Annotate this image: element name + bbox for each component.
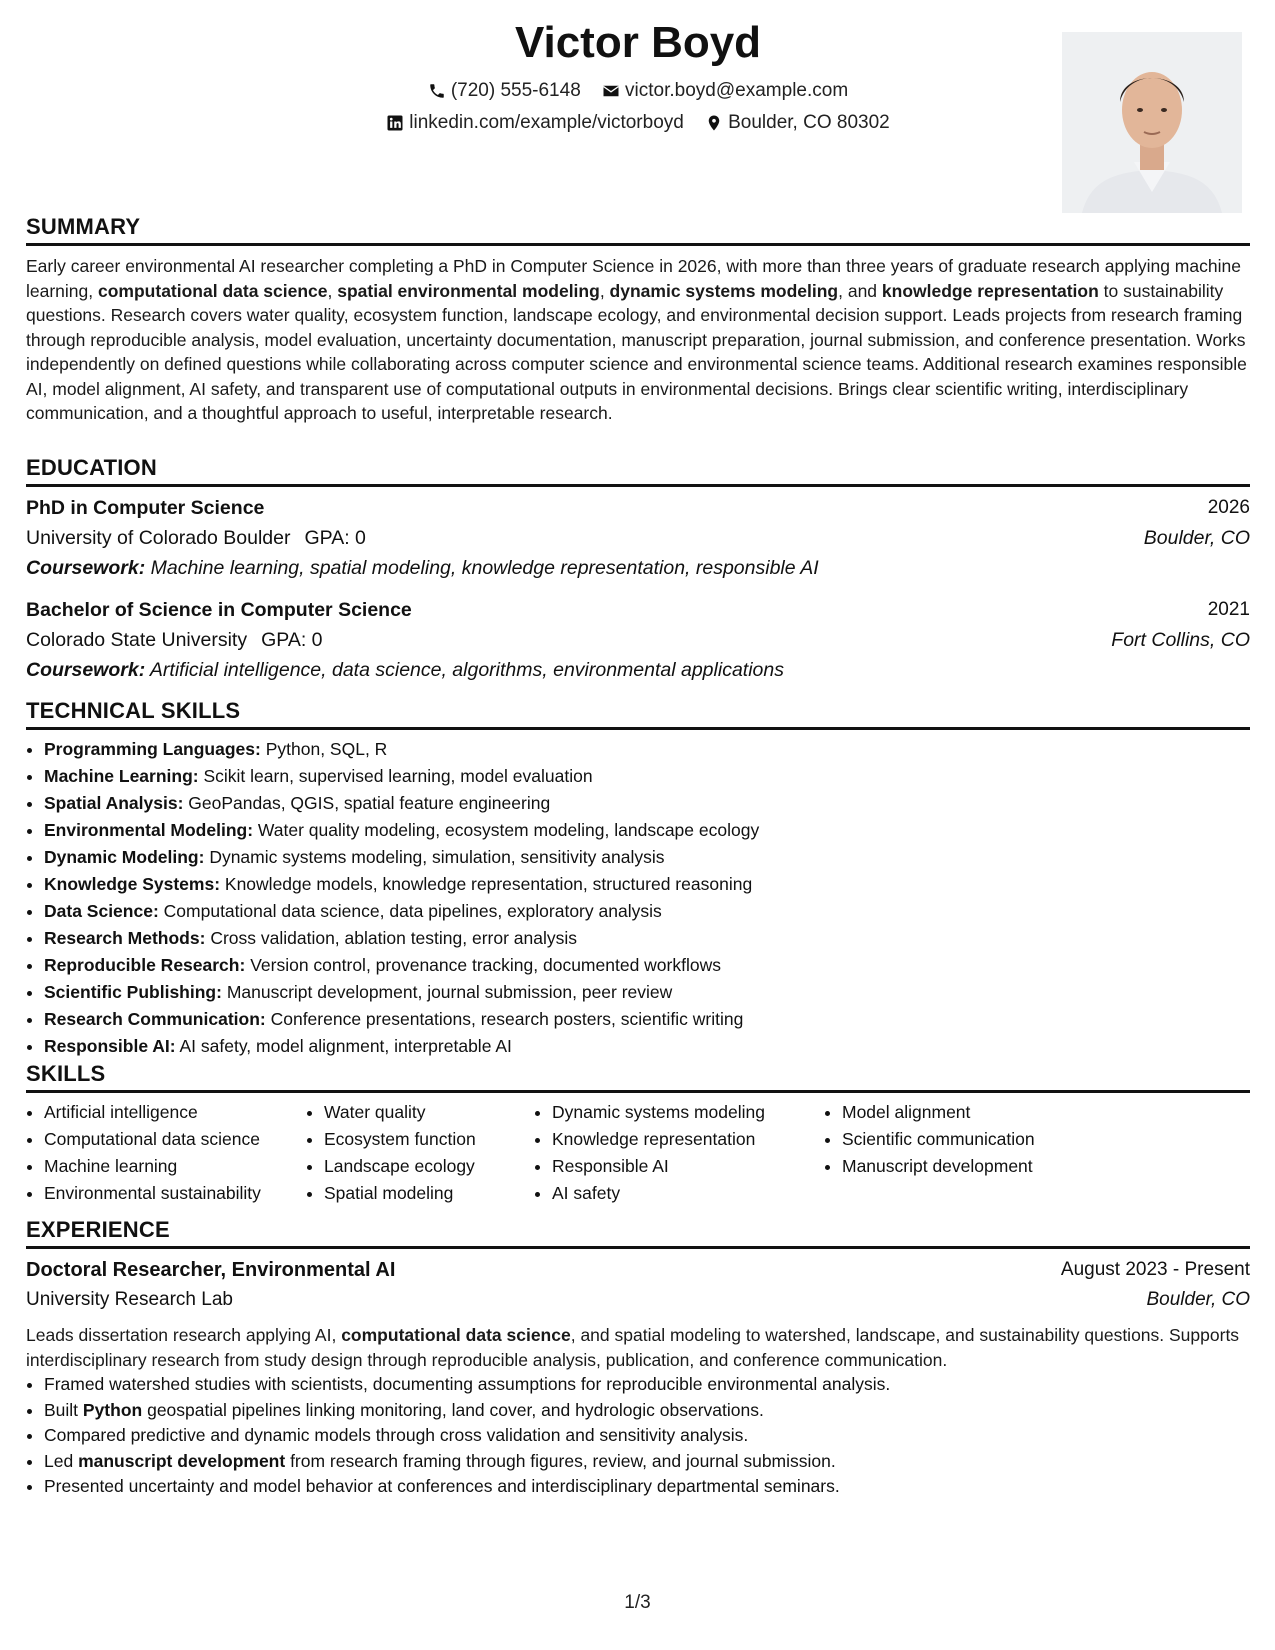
skill-item: • Artificial intelligence xyxy=(44,1099,306,1126)
list-item xyxy=(44,925,1250,952)
skill-item: • Spatial modeling xyxy=(324,1180,534,1207)
skill-category: Knowledge Systems: xyxy=(44,874,221,894)
experience-section xyxy=(26,1217,1250,1500)
list-item xyxy=(44,1474,1250,1500)
list-item xyxy=(44,1423,1250,1449)
job-description-part: , and spatial modeling to watershed, landscape, and sustainability questions. Supports interdisciplinary research from study design through reproducible analysis, publication, and conference communication. xyxy=(26,1325,1240,1370)
list-item xyxy=(44,1398,1250,1424)
job-description xyxy=(26,1323,1250,1372)
phone-text[interactable]: (720) 555-6148 xyxy=(450,80,581,101)
gpa: GPA: 0 xyxy=(261,629,323,651)
skills-grid xyxy=(26,1099,1250,1207)
skill-item: • Model alignment xyxy=(842,1099,1102,1126)
phone-icon xyxy=(428,82,446,100)
list-item xyxy=(44,736,1250,763)
skills-column xyxy=(824,1099,1102,1207)
job-keyword: computational data science xyxy=(341,1325,571,1345)
education-section xyxy=(26,455,1250,701)
summary-text-part: to sustainability questions. Research covers water quality, ecosystem function, landscape ecology, and environmental decision support. Leads projects from research framing through reproducible analysis, model evaluation, uncertainty documentation, manuscript preparation, journal submission, and conference presentation. Works independently on defined questions while collaborating across computer science and environmental science teams. Additional research examines responsible AI, model alignment, AI safety, and transparent use of computational outputs in environmental decisions. Brings clear scientific writing, interdisciplinary communication, and a thoughtful approach to useful, interpretable research. xyxy=(26,280,1247,423)
school-name: University of Colorado Boulder xyxy=(26,527,291,549)
bullet-text: Framed watershed studies with scientists, documenting assumptions for reproducible environmental analysis. xyxy=(44,1374,891,1394)
skill-item: • Responsible AI xyxy=(552,1153,824,1180)
skill-values: Conference presentations, research posters, scientific writing xyxy=(270,1009,744,1029)
summary-keyword: computational data science xyxy=(98,280,328,301)
skill-item: • Ecosystem function xyxy=(324,1126,534,1153)
education-entry xyxy=(26,595,1250,701)
skill-item: • AI safety xyxy=(552,1180,824,1207)
skill-category: Environmental Modeling: xyxy=(44,820,254,840)
summary-keyword: spatial environmental modeling xyxy=(337,280,600,301)
skill-item: • Landscape ecology xyxy=(324,1153,534,1180)
coursework xyxy=(26,655,1250,685)
skill-values: Manuscript development, journal submission, peer review xyxy=(226,982,673,1002)
skill-item: • Environmental sustainability xyxy=(44,1180,306,1207)
phone-item xyxy=(428,80,581,102)
skill-values: Version control, provenance tracking, documented workflows xyxy=(250,955,721,975)
technical-skills-list xyxy=(26,736,1250,1060)
profile-photo-illustration xyxy=(1062,32,1242,213)
bullet-text: Compared predictive and dynamic models through cross validation and sensitivity analysis. xyxy=(44,1425,749,1445)
bullet-text: Presented uncertainty and model behavior at conferences and interdisciplinary departmental seminars. xyxy=(44,1476,840,1496)
skills-column xyxy=(306,1099,534,1207)
profile-photo xyxy=(1062,32,1242,213)
coursework-label: Coursework: xyxy=(26,557,146,579)
skill-item: • Machine learning xyxy=(44,1153,306,1180)
summary-section xyxy=(26,214,1250,426)
list-item xyxy=(44,1006,1250,1033)
skill-values: AI safety, model alignment, interpretable AI xyxy=(179,1036,512,1056)
skill-category: Spatial Analysis: xyxy=(44,793,184,813)
candidate-name: Victor Boyd xyxy=(514,18,762,67)
map-pin-icon xyxy=(705,114,723,132)
bullet-text: from research framing through figures, review, and journal submission. xyxy=(285,1450,836,1471)
technical-skills-section xyxy=(26,698,1250,1060)
skill-item: • Manuscript development xyxy=(842,1153,1102,1180)
job-bullets xyxy=(26,1372,1250,1500)
degree-title: Bachelor of Science in Computer Science xyxy=(26,599,412,621)
skills-heading: SKILLS xyxy=(26,1061,1250,1093)
skill-category: Dynamic Modeling: xyxy=(44,847,205,867)
experience-heading: EXPERIENCE xyxy=(26,1217,1250,1249)
location-item xyxy=(705,112,890,134)
list-item xyxy=(44,1033,1250,1060)
bullet-keyword: Python xyxy=(82,1399,143,1420)
bullet-text: Led xyxy=(44,1450,79,1471)
gpa: GPA: 0 xyxy=(304,527,366,549)
email-text[interactable]: victor.boyd@example.com xyxy=(625,80,849,101)
bullet-text: Built xyxy=(44,1399,83,1420)
skill-item: • Computational data science xyxy=(44,1126,306,1153)
summary-text-part: , xyxy=(599,280,610,301)
bullet-keyword: manuscript development xyxy=(78,1450,286,1471)
job-title: Doctoral Researcher, Environmental AI xyxy=(26,1259,396,1281)
coursework-text: Machine learning, spatial modeling, knowledge representation, responsible AI xyxy=(150,557,819,579)
list-item xyxy=(44,763,1250,790)
summary-keyword: dynamic systems modeling xyxy=(609,280,839,301)
skill-category: Research Methods: xyxy=(44,928,206,948)
summary-keyword: knowledge representation xyxy=(881,280,1099,301)
linkedin-text[interactable]: linkedin.com/example/victorboyd xyxy=(409,112,684,133)
list-item xyxy=(44,952,1250,979)
summary-text xyxy=(26,254,1250,426)
skills-column xyxy=(534,1099,824,1207)
list-item xyxy=(44,790,1250,817)
email-item xyxy=(602,80,848,102)
skill-category: Machine Learning: xyxy=(44,766,199,786)
location-text: Boulder, CO 80302 xyxy=(728,112,890,133)
skill-category: Responsible AI: xyxy=(44,1036,176,1056)
school-name: Colorado State University xyxy=(26,629,248,651)
linkedin-icon xyxy=(386,114,404,132)
skill-values: Python, SQL, R xyxy=(265,739,388,759)
graduation-year: 2021 xyxy=(1207,599,1250,620)
list-item xyxy=(44,1449,1250,1475)
skill-item: • Water quality xyxy=(324,1099,534,1126)
job-dates: August 2023 - Present xyxy=(1060,1259,1250,1280)
skill-item: • Scientific communication xyxy=(842,1126,1102,1153)
organization: University Research Lab xyxy=(26,1289,233,1310)
education-entry xyxy=(26,493,1250,599)
skills-column xyxy=(26,1099,306,1207)
skill-values: Knowledge models, knowledge representation, structured reasoning xyxy=(224,874,753,894)
degree-title: PhD in Computer Science xyxy=(26,497,265,519)
technical-skills-heading: TECHNICAL SKILLS xyxy=(26,698,1250,730)
summary-text-part: , xyxy=(327,280,338,301)
resume-page xyxy=(26,0,1250,1650)
skill-values: GeoPandas, QGIS, spatial feature engineering xyxy=(188,793,551,813)
skill-category: Data Science: xyxy=(44,901,159,921)
list-item xyxy=(44,1372,1250,1398)
summary-text-part: Early career environmental AI researcher completing a PhD in Computer Science in 2026, with more than three years of graduate research applying machine learning, xyxy=(26,256,1241,301)
skills-section xyxy=(26,1061,1250,1207)
job-description-part: Leads dissertation research applying AI, xyxy=(26,1325,342,1345)
list-item xyxy=(44,898,1250,925)
skill-category: Research Communication: xyxy=(44,1009,266,1029)
education-heading: EDUCATION xyxy=(26,455,1250,487)
skill-values: Computational data science, data pipelines, exploratory analysis xyxy=(163,901,662,921)
list-item xyxy=(44,979,1250,1006)
coursework-label: Coursework: xyxy=(26,659,146,681)
school-location: Fort Collins, CO xyxy=(1111,629,1250,651)
graduation-year: 2026 xyxy=(1207,497,1250,518)
coursework xyxy=(26,553,1250,583)
skill-item: • Knowledge representation xyxy=(552,1126,824,1153)
bullet-text: geospatial pipelines linking monitoring, land cover, and hydrologic observations. xyxy=(142,1399,764,1420)
skill-category: Programming Languages: xyxy=(44,739,261,759)
list-item xyxy=(44,817,1250,844)
skill-category: Reproducible Research: xyxy=(44,955,246,975)
school-location: Boulder, CO xyxy=(1143,527,1250,549)
list-item xyxy=(44,844,1250,871)
summary-heading: SUMMARY xyxy=(26,214,1250,246)
skill-values: Dynamic systems modeling, simulation, sensitivity analysis xyxy=(209,847,665,867)
skill-values: Scikit learn, supervised learning, model evaluation xyxy=(203,766,593,786)
linkedin-item xyxy=(386,112,684,134)
skill-category: Scientific Publishing: xyxy=(44,982,222,1002)
page-number: 1/3 xyxy=(624,1592,651,1613)
coursework-text: Artificial intelligence, data science, algorithms, environmental applications xyxy=(149,659,784,681)
skill-item: • Dynamic systems modeling xyxy=(552,1099,824,1126)
list-item xyxy=(44,871,1250,898)
job-location: Boulder, CO xyxy=(1146,1289,1250,1310)
summary-text-part: , and xyxy=(838,280,882,301)
skill-values: Water quality modeling, ecosystem modeling, landscape ecology xyxy=(257,820,760,840)
envelope-icon xyxy=(602,82,620,100)
skill-values: Cross validation, ablation testing, error analysis xyxy=(210,928,578,948)
